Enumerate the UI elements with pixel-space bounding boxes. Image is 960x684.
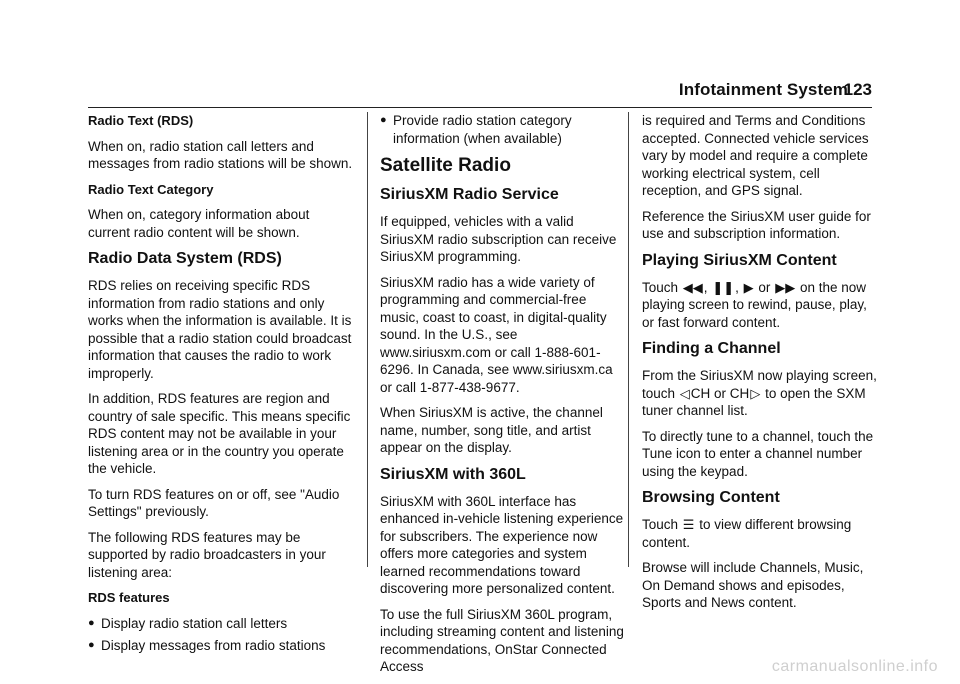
paragraph: is required and Terms and Conditions accepted. Connected vehicle services vary by model and require a complete working electrical system, cell reception, and GPS signal. (642, 113, 869, 198)
column-divider (367, 112, 368, 567)
run-in-heading: Radio Text (RDS) (88, 113, 194, 128)
chevron-left-icon: ◁ (679, 385, 690, 401)
list-item: ● Display messages from radio stations (88, 638, 326, 653)
paragraph: SiriusXM radio has a wide variety of programming and commercial-free music, coast to coast, in digital-quality sound. In the U.S., see www.siriusxm.com or call 1-888-601-6296. In Canada, see www.siriusxm.ca or call 1-877-438-9677. (380, 274, 613, 395)
section-heading: SiriusXM with 360L (380, 465, 526, 483)
paragraph: To turn RDS features on or off, see "Audio Settings" previously. (88, 486, 340, 519)
paragraph: Touch ☰ to view different browsing content. (642, 517, 852, 550)
section-heading: Playing SiriusXM Content (642, 251, 837, 269)
play-icon: ▶ (743, 279, 754, 295)
bullet-icon: ● (380, 114, 387, 126)
paragraph: When on, category information about current radio content will be shown. (88, 207, 310, 240)
list-item: ● Display radio station call letters (88, 615, 288, 631)
column-3 (642, 112, 882, 620)
feature-list (88, 615, 354, 655)
rewind-icon: ◀◀ (682, 279, 703, 295)
fast-forward-icon: ▶▶ (775, 279, 796, 295)
paragraph: Browse will include Channels, Music, On Demand shows and episodes, Sports and News content. (642, 560, 864, 610)
feature-list (380, 112, 628, 147)
bullet-icon: ● (88, 616, 95, 629)
run-in-heading: Radio Text Category (88, 181, 214, 197)
section-heading: SiriusXM Radio Service (380, 186, 559, 203)
section-title: Infotainment System (678, 80, 848, 99)
paragraph: From the SiriusXM now playing screen, touch ◁CH or CH▷ to open the SXM tuner channel list. (642, 368, 877, 418)
page-footer (0, 656, 960, 678)
paragraph: The following RDS features may be supported by radio broadcasters in your listening area: (88, 529, 326, 580)
paragraph: Reference the SiriusXM user guide for use and subscription information. (642, 208, 871, 241)
page-header (0, 80, 960, 110)
column-1 (88, 112, 354, 663)
browse-list-icon: ☰ (682, 517, 695, 532)
run-in-heading: RDS features (88, 590, 170, 605)
paragraph: In addition, RDS features are region and country of sale specific. This means specific RDS content may not be available in your listening area or in the country you operate the vehicle. (88, 391, 351, 476)
paragraph: When on, radio station call letters and messages from radio stations will be shown. (88, 138, 353, 171)
column-2 (380, 112, 628, 684)
paragraph: To directly tune to a channel, touch the Tune icon to enter a channel number using the keypad. (642, 428, 874, 479)
section-heading: Finding a Channel (642, 340, 781, 357)
list-item: ● Provide radio station category information (when available) (380, 113, 572, 146)
paragraph: RDS relies on receiving specific RDS information from radio stations and only works when the information is available. It is possible that a radio station could broadcast information that causes the radio to work improperly. (88, 278, 352, 381)
header-rule (88, 107, 872, 108)
column-divider (628, 112, 629, 567)
page-number: 123 (843, 80, 872, 99)
pause-icon: ❚❚ (712, 279, 735, 295)
bullet-icon: ● (88, 639, 95, 651)
paragraph: If equipped, vehicles with a valid SiriusXM radio subscription can receive SiriusXM programming. (380, 214, 617, 264)
paragraph: When SiriusXM is active, the channel name, number, song title, and artist appear on the display. (380, 405, 603, 455)
chevron-right-icon: ▷ (750, 385, 761, 401)
paragraph: To use the full SiriusXM 360L program, including streaming content and listening recommendations, OnStar Connected Access (380, 606, 624, 674)
watermark: carmanualsonline.info (771, 658, 938, 675)
chapter-heading: Satellite Radio (380, 155, 511, 176)
paragraph: SiriusXM with 360L interface has enhanced in-vehicle listening experience for subscribers. The experience now offers more categories and system learned recommendations toward discovering more personalized content. (380, 493, 624, 596)
section-heading: Browsing Content (642, 489, 780, 506)
section-heading: Radio Data System (RDS) (88, 250, 282, 267)
paragraph: Touch ◀◀, ❚❚, ▶ or ▶▶ on the now playing screen to rewind, pause, play, or fast forward content. (642, 279, 867, 330)
